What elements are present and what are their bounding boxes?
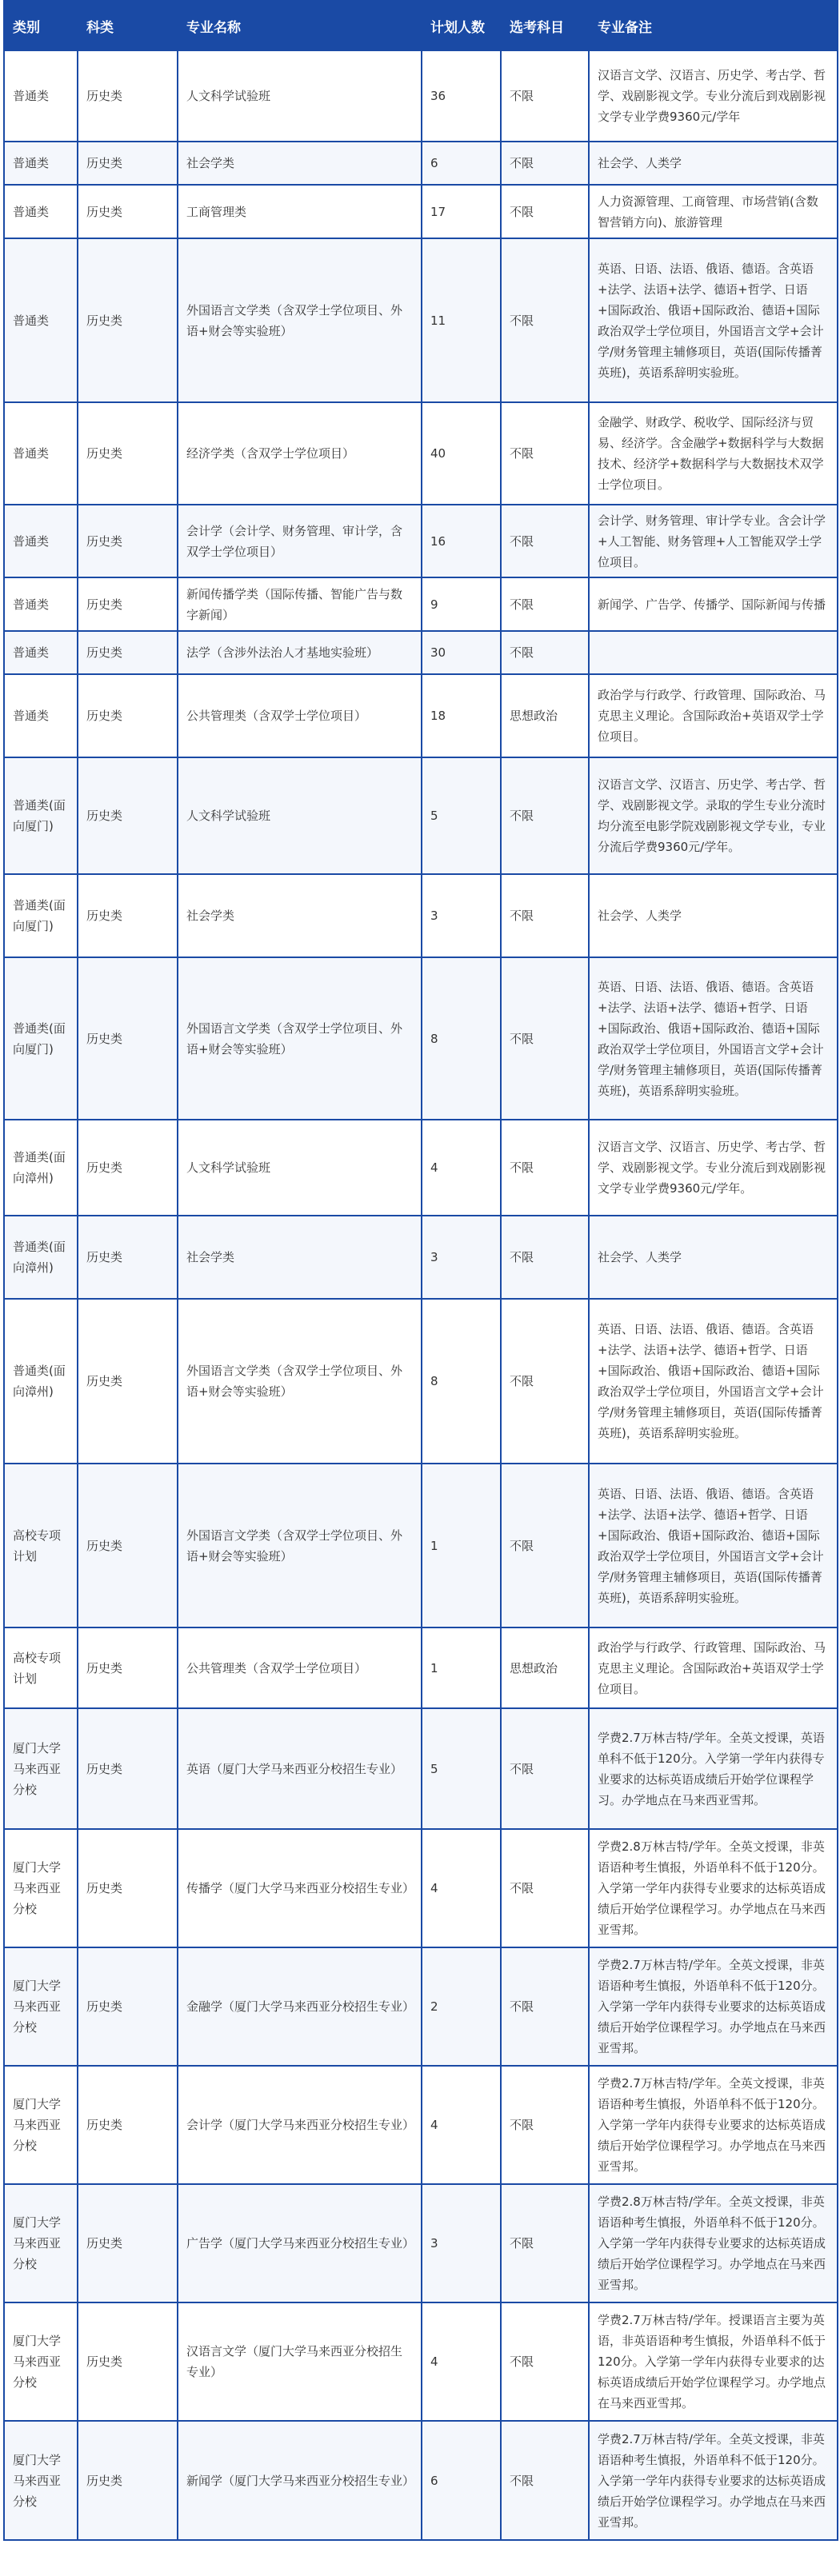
cell-subject-type: 历史类 bbox=[78, 2066, 178, 2184]
cell-major-name: 公共管理类（含双学士学位项目） bbox=[178, 1627, 422, 1708]
cell-subject-type: 历史类 bbox=[78, 1299, 178, 1464]
cell-required-subject: 不限 bbox=[501, 1829, 589, 1947]
cell-major-note: 汉语言文学、汉语言、历史学、考古学、哲学、戏剧影视文学。专业分流后到戏剧影视文学专业学费9360元/学年。 bbox=[589, 1120, 838, 1216]
cell-subject-type: 历史类 bbox=[78, 50, 178, 142]
cell-category: 厦门大学马来西亚分校 bbox=[4, 1829, 78, 1947]
cell-plan-count: 36 bbox=[422, 50, 501, 142]
cell-plan-count: 8 bbox=[422, 1299, 501, 1464]
cell-major-note: 学费2.7万林吉特/学年。全英文授课，英语单科不低于120分。入学第一学年内获得专业要求的达标英语成绩后开始学位课程学习。办学地点在马来西亚雪邦。 bbox=[589, 1708, 838, 1829]
cell-category: 高校专项计划 bbox=[4, 1627, 78, 1708]
table-row bbox=[4, 957, 838, 1120]
cell-plan-count: 8 bbox=[422, 957, 501, 1120]
cell-major-name: 公共管理类（含双学士学位项目） bbox=[178, 674, 422, 757]
table-row bbox=[4, 577, 838, 631]
cell-major-name: 人文科学试验班 bbox=[178, 1120, 422, 1216]
cell-major-note: 学费2.7万林吉特/学年。全英文授课，非英语语种考生慎报，外语单科不低于120分。入学第一学年内获得专业要求的达标英语成绩后开始学位课程学习。办学地点在马来西亚雪邦。 bbox=[589, 1947, 838, 2066]
cell-subject-type: 历史类 bbox=[78, 142, 178, 185]
cell-major-note: 英语、日语、法语、俄语、德语。含英语+法学、法语+法学、德语+哲学、日语+国际政治、俄语+国际政治、德语+国际政治双学士学位项目，外国语言文学+会计学/财务管理主辅修项目，英语(国际传播菁英班)，英语系辞明实验班。 bbox=[589, 957, 838, 1120]
cell-category: 高校专项计划 bbox=[4, 1464, 78, 1627]
cell-required-subject: 不限 bbox=[501, 874, 589, 957]
cell-category: 厦门大学马来西亚分校 bbox=[4, 2184, 78, 2302]
table-row bbox=[4, 185, 838, 238]
table-body bbox=[4, 50, 838, 2540]
cell-major-note: 社会学、人类学 bbox=[589, 874, 838, 957]
cell-required-subject: 不限 bbox=[501, 1708, 589, 1829]
cell-required-subject: 不限 bbox=[501, 2066, 589, 2184]
cell-required-subject: 不限 bbox=[501, 402, 589, 505]
cell-category: 普通类(面向漳州) bbox=[4, 1299, 78, 1464]
cell-category: 普通类 bbox=[4, 674, 78, 757]
cell-major-name: 经济学类（含双学士学位项目） bbox=[178, 402, 422, 505]
cell-subject-type: 历史类 bbox=[78, 577, 178, 631]
cell-category: 普通类(面向厦门) bbox=[4, 957, 78, 1120]
cell-plan-count: 1 bbox=[422, 1627, 501, 1708]
table-row bbox=[4, 2184, 838, 2302]
cell-required-subject: 不限 bbox=[501, 577, 589, 631]
cell-subject-type: 历史类 bbox=[78, 1464, 178, 1627]
header-major-note: 专业备注 bbox=[589, 1, 838, 50]
table-row bbox=[4, 1627, 838, 1708]
header-category: 类别 bbox=[4, 1, 78, 50]
cell-plan-count: 5 bbox=[422, 757, 501, 874]
cell-major-name: 社会学类 bbox=[178, 142, 422, 185]
cell-major-name: 法学（含涉外法治人才基地实验班） bbox=[178, 631, 422, 674]
table-header-row bbox=[4, 1, 838, 50]
table-row bbox=[4, 674, 838, 757]
cell-major-name: 社会学类 bbox=[178, 874, 422, 957]
table-row bbox=[4, 757, 838, 874]
cell-major-name: 金融学（厦门大学马来西亚分校招生专业） bbox=[178, 1947, 422, 2066]
cell-category: 普通类(面向厦门) bbox=[4, 874, 78, 957]
admission-plan-table bbox=[3, 0, 838, 2541]
table-row bbox=[4, 50, 838, 142]
cell-major-name: 会计学（会计学、财务管理、审计学，含双学士学位项目） bbox=[178, 505, 422, 577]
cell-major-note: 学费2.8万林吉特/学年。全英文授课，非英语语种考生慎报，外语单科不低于120分。入学第一学年内获得专业要求的达标英语成绩后开始学位课程学习。办学地点在马来西亚雪邦。 bbox=[589, 2184, 838, 2302]
cell-category: 普通类 bbox=[4, 402, 78, 505]
header-required-subject: 选考科目 bbox=[501, 1, 589, 50]
cell-major-name: 外国语言文学类（含双学士学位项目、外语+财会等实验班） bbox=[178, 1464, 422, 1627]
cell-subject-type: 历史类 bbox=[78, 1627, 178, 1708]
cell-major-name: 工商管理类 bbox=[178, 185, 422, 238]
cell-major-name: 英语（厦门大学马来西亚分校招生专业） bbox=[178, 1708, 422, 1829]
cell-major-note: 汉语言文学、汉语言、历史学、考古学、哲学、戏剧影视文学。专业分流后到戏剧影视文学专业学费9360元/学年 bbox=[589, 50, 838, 142]
cell-major-note: 学费2.7万林吉特/学年。全英文授课，非英语语种考生慎报，外语单科不低于120分。入学第一学年内获得专业要求的达标英语成绩后开始学位课程学习。办学地点在马来西亚雪邦。 bbox=[589, 2421, 838, 2540]
cell-subject-type: 历史类 bbox=[78, 2421, 178, 2540]
cell-major-note: 新闻学、广告学、传播学、国际新闻与传播 bbox=[589, 577, 838, 631]
cell-major-note: 学费2.8万林吉特/学年。全英文授课，非英语语种考生慎报，外语单科不低于120分。入学第一学年内获得专业要求的达标英语成绩后开始学位课程学习。办学地点在马来西亚雪邦。 bbox=[589, 1829, 838, 1947]
cell-major-name: 会计学（厦门大学马来西亚分校招生专业） bbox=[178, 2066, 422, 2184]
cell-subject-type: 历史类 bbox=[78, 1120, 178, 1216]
cell-major-name: 传播学（厦门大学马来西亚分校招生专业） bbox=[178, 1829, 422, 1947]
table-row bbox=[4, 402, 838, 505]
cell-plan-count: 17 bbox=[422, 185, 501, 238]
table-row bbox=[4, 1829, 838, 1947]
cell-plan-count: 3 bbox=[422, 1216, 501, 1299]
cell-major-note: 学费2.7万林吉特/学年。授课语言主要为英语，非英语语种考生慎报，外语单科不低于120分。入学第一学年内获得专业要求的达标英语成绩后开始学位课程学习。办学地点在马来西亚雪邦。 bbox=[589, 2302, 838, 2421]
header-subject-type: 科类 bbox=[78, 1, 178, 50]
cell-required-subject: 不限 bbox=[501, 1120, 589, 1216]
cell-required-subject: 不限 bbox=[501, 631, 589, 674]
cell-plan-count: 4 bbox=[422, 1829, 501, 1947]
cell-major-note: 学费2.7万林吉特/学年。全英文授课，非英语语种考生慎报，外语单科不低于120分。入学第一学年内获得专业要求的达标英语成绩后开始学位课程学习。办学地点在马来西亚雪邦。 bbox=[589, 2066, 838, 2184]
cell-category: 普通类 bbox=[4, 577, 78, 631]
cell-major-note: 政治学与行政学、行政管理、国际政治、马克思主义理论。含国际政治+英语双学士学位项目。 bbox=[589, 1627, 838, 1708]
cell-plan-count: 16 bbox=[422, 505, 501, 577]
cell-category: 普通类 bbox=[4, 50, 78, 142]
cell-subject-type: 历史类 bbox=[78, 957, 178, 1120]
cell-subject-type: 历史类 bbox=[78, 2184, 178, 2302]
table-row bbox=[4, 142, 838, 185]
cell-major-note: 英语、日语、法语、俄语、德语。含英语+法学、法语+法学、德语+哲学、日语+国际政治、俄语+国际政治、德语+国际政治双学士学位项目，外国语言文学+会计学/财务管理主辅修项目，英语(国际传播菁英班)，英语系辞明实验班。 bbox=[589, 238, 838, 402]
table-row bbox=[4, 238, 838, 402]
cell-subject-type: 历史类 bbox=[78, 1829, 178, 1947]
cell-major-name: 社会学类 bbox=[178, 1216, 422, 1299]
cell-plan-count: 4 bbox=[422, 2302, 501, 2421]
cell-category: 普通类 bbox=[4, 238, 78, 402]
table-row bbox=[4, 2302, 838, 2421]
cell-category: 普通类 bbox=[4, 631, 78, 674]
cell-required-subject: 不限 bbox=[501, 505, 589, 577]
cell-major-name: 人文科学试验班 bbox=[178, 757, 422, 874]
cell-major-name: 外国语言文学类（含双学士学位项目、外语+财会等实验班） bbox=[178, 957, 422, 1120]
cell-major-note: 金融学、财政学、税收学、国际经济与贸易、经济学。含金融学+数据科学与大数据技术、经济学+数据科学与大数据技术双学士学位项目。 bbox=[589, 402, 838, 505]
header-major-name: 专业名称 bbox=[178, 1, 422, 50]
cell-major-note: 社会学、人类学 bbox=[589, 142, 838, 185]
cell-required-subject: 不限 bbox=[501, 1464, 589, 1627]
cell-plan-count: 4 bbox=[422, 1120, 501, 1216]
cell-required-subject: 不限 bbox=[501, 1947, 589, 2066]
cell-category: 普通类 bbox=[4, 505, 78, 577]
cell-category: 厦门大学马来西亚分校 bbox=[4, 1947, 78, 2066]
cell-category: 厦门大学马来西亚分校 bbox=[4, 1708, 78, 1829]
cell-major-name: 新闻学（厦门大学马来西亚分校招生专业） bbox=[178, 2421, 422, 2540]
cell-plan-count: 6 bbox=[422, 2421, 501, 2540]
cell-plan-count: 1 bbox=[422, 1464, 501, 1627]
cell-subject-type: 历史类 bbox=[78, 402, 178, 505]
cell-plan-count: 11 bbox=[422, 238, 501, 402]
cell-subject-type: 历史类 bbox=[78, 674, 178, 757]
cell-plan-count: 2 bbox=[422, 1947, 501, 2066]
cell-major-note bbox=[589, 631, 838, 674]
cell-subject-type: 历史类 bbox=[78, 631, 178, 674]
cell-major-name: 新闻传播学类（国际传播、智能广告与数字新闻） bbox=[178, 577, 422, 631]
cell-plan-count: 6 bbox=[422, 142, 501, 185]
table-row bbox=[4, 1299, 838, 1464]
cell-subject-type: 历史类 bbox=[78, 2302, 178, 2421]
cell-category: 普通类(面向漳州) bbox=[4, 1216, 78, 1299]
cell-required-subject: 不限 bbox=[501, 757, 589, 874]
cell-subject-type: 历史类 bbox=[78, 185, 178, 238]
cell-major-name: 广告学（厦门大学马来西亚分校招生专业） bbox=[178, 2184, 422, 2302]
table-row bbox=[4, 1216, 838, 1299]
cell-required-subject: 不限 bbox=[501, 2421, 589, 2540]
cell-subject-type: 历史类 bbox=[78, 1216, 178, 1299]
cell-subject-type: 历史类 bbox=[78, 874, 178, 957]
cell-category: 厦门大学马来西亚分校 bbox=[4, 2302, 78, 2421]
table-row bbox=[4, 1947, 838, 2066]
cell-subject-type: 历史类 bbox=[78, 1947, 178, 2066]
cell-category: 厦门大学马来西亚分校 bbox=[4, 2421, 78, 2540]
cell-plan-count: 3 bbox=[422, 2184, 501, 2302]
cell-plan-count: 30 bbox=[422, 631, 501, 674]
cell-category: 普通类 bbox=[4, 185, 78, 238]
cell-plan-count: 18 bbox=[422, 674, 501, 757]
cell-required-subject: 不限 bbox=[501, 142, 589, 185]
cell-plan-count: 4 bbox=[422, 2066, 501, 2184]
table-row bbox=[4, 1708, 838, 1829]
table-row bbox=[4, 1120, 838, 1216]
cell-required-subject: 不限 bbox=[501, 1216, 589, 1299]
header-plan-count: 计划人数 bbox=[422, 1, 501, 50]
cell-subject-type: 历史类 bbox=[78, 757, 178, 874]
cell-major-note: 汉语言文学、汉语言、历史学、考古学、哲学、戏剧影视文学。录取的学生专业分流时均分流至电影学院戏剧影视文学专业，专业分流后学费9360元/学年。 bbox=[589, 757, 838, 874]
cell-plan-count: 9 bbox=[422, 577, 501, 631]
cell-required-subject: 不限 bbox=[501, 957, 589, 1120]
table-row bbox=[4, 505, 838, 577]
table-row bbox=[4, 631, 838, 674]
cell-required-subject: 思想政治 bbox=[501, 1627, 589, 1708]
cell-major-note: 社会学、人类学 bbox=[589, 1216, 838, 1299]
cell-required-subject: 不限 bbox=[501, 2302, 589, 2421]
table-row bbox=[4, 1464, 838, 1627]
cell-required-subject: 不限 bbox=[501, 185, 589, 238]
cell-major-name: 外国语言文学类（含双学士学位项目、外语+财会等实验班） bbox=[178, 1299, 422, 1464]
cell-category: 普通类(面向厦门) bbox=[4, 757, 78, 874]
cell-plan-count: 40 bbox=[422, 402, 501, 505]
cell-required-subject: 不限 bbox=[501, 1299, 589, 1464]
cell-subject-type: 历史类 bbox=[78, 238, 178, 402]
cell-required-subject: 不限 bbox=[501, 2184, 589, 2302]
table-row bbox=[4, 2421, 838, 2540]
cell-required-subject: 不限 bbox=[501, 50, 589, 142]
admission-table-container bbox=[3, 0, 837, 2541]
cell-plan-count: 3 bbox=[422, 874, 501, 957]
cell-subject-type: 历史类 bbox=[78, 505, 178, 577]
cell-major-note: 政治学与行政学、行政管理、国际政治、马克思主义理论。含国际政治+英语双学士学位项目。 bbox=[589, 674, 838, 757]
cell-required-subject: 思想政治 bbox=[501, 674, 589, 757]
cell-major-note: 英语、日语、法语、俄语、德语。含英语+法学、法语+法学、德语+哲学、日语+国际政治、俄语+国际政治、德语+国际政治双学士学位项目，外国语言文学+会计学/财务管理主辅修项目，英语(国际传播菁英班)，英语系辞明实验班。 bbox=[589, 1299, 838, 1464]
cell-major-note: 英语、日语、法语、俄语、德语。含英语+法学、法语+法学、德语+哲学、日语+国际政治、俄语+国际政治、德语+国际政治双学士学位项目，外国语言文学+会计学/财务管理主辅修项目，英语(国际传播菁英班)，英语系辞明实验班。 bbox=[589, 1464, 838, 1627]
table-row bbox=[4, 2066, 838, 2184]
cell-category: 厦门大学马来西亚分校 bbox=[4, 2066, 78, 2184]
cell-required-subject: 不限 bbox=[501, 238, 589, 402]
table-row bbox=[4, 874, 838, 957]
cell-category: 普通类 bbox=[4, 142, 78, 185]
cell-major-name: 外国语言文学类（含双学士学位项目、外语+财会等实验班） bbox=[178, 238, 422, 402]
cell-major-note: 会计学、财务管理、审计学专业。含会计学+人工智能、财务管理+人工智能双学士学位项目。 bbox=[589, 505, 838, 577]
cell-subject-type: 历史类 bbox=[78, 1708, 178, 1829]
cell-plan-count: 5 bbox=[422, 1708, 501, 1829]
cell-major-note: 人力资源管理、工商管理、市场营销(含数智营销方向)、旅游管理 bbox=[589, 185, 838, 238]
cell-category: 普通类(面向漳州) bbox=[4, 1120, 78, 1216]
cell-major-name: 人文科学试验班 bbox=[178, 50, 422, 142]
cell-major-name: 汉语言文学（厦门大学马来西亚分校招生专业） bbox=[178, 2302, 422, 2421]
